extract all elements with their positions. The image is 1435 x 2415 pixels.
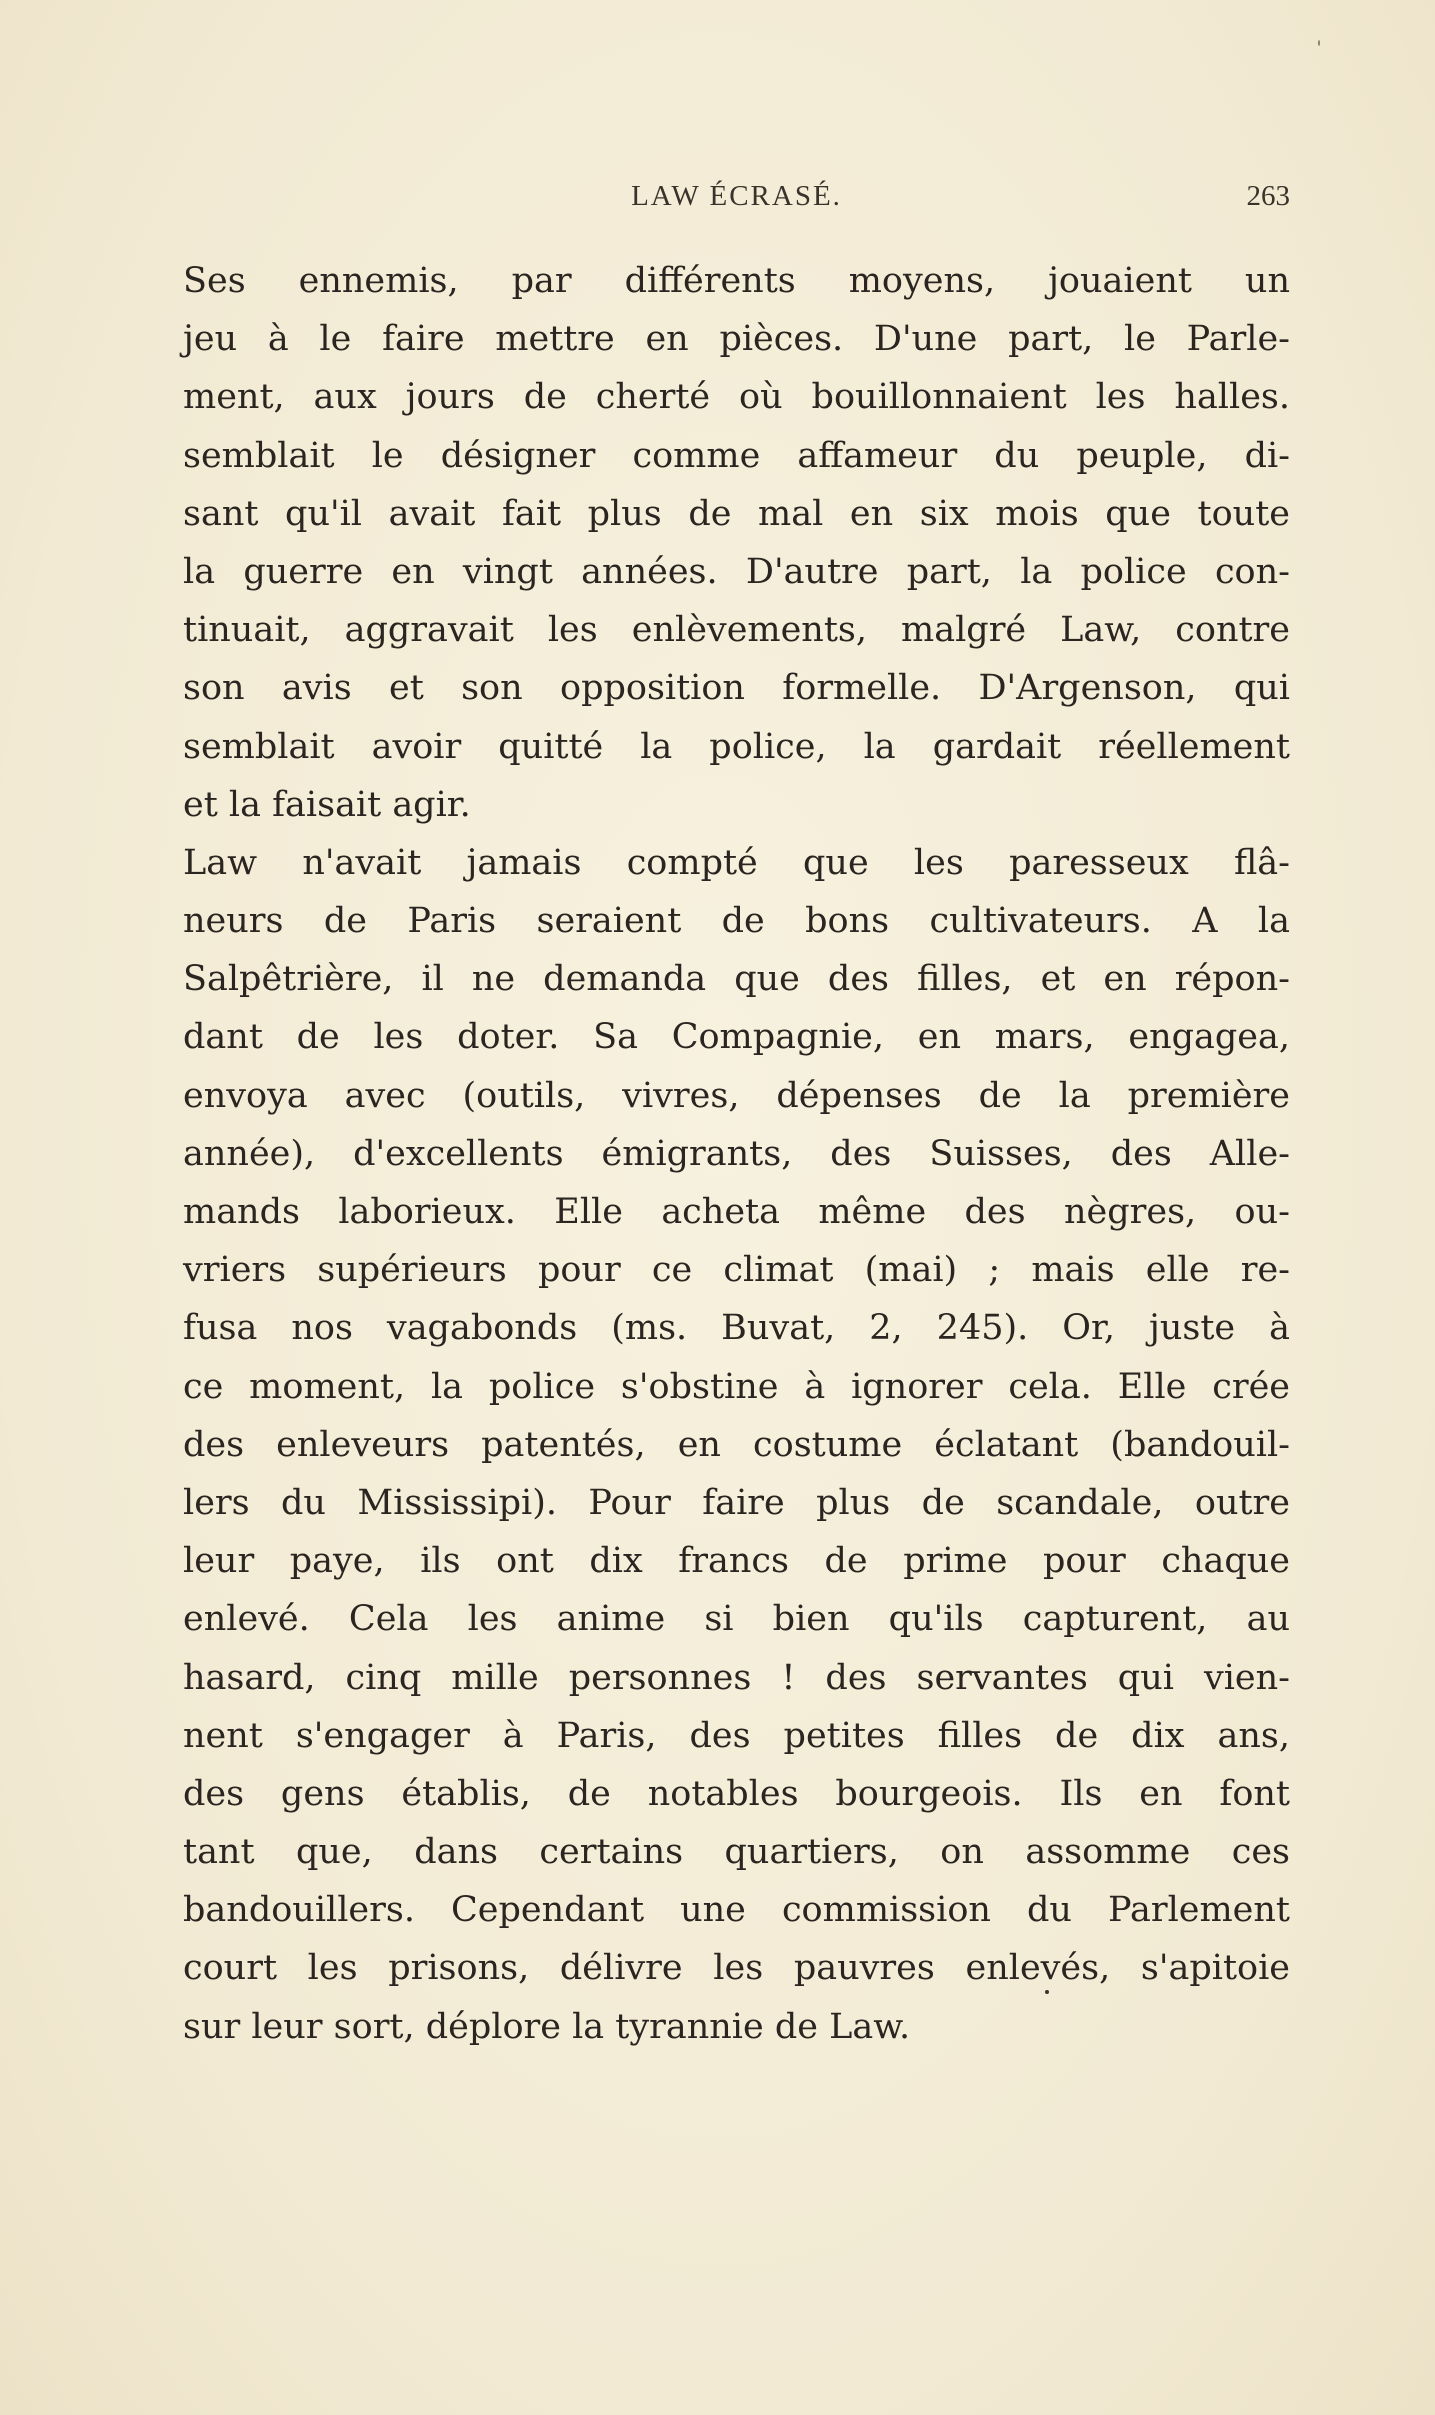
text-line: fusa nos vagabonds (ms. Buvat, 2, 245). Or, juste à <box>183 1308 1290 1349</box>
text-line: enlevé. Cela les anime si bien qu'ils capturent, au <box>183 1599 1290 1640</box>
text-line: sur leur sort, déplore la tyrannie de Law. <box>183 2006 911 2047</box>
ink-speck <box>1045 1990 1049 1994</box>
text-line: dant de les doter. Sa Compagnie, en mars, engagea, <box>183 1017 1290 1058</box>
body-text <box>183 252 1290 2056</box>
text-line: année), d'excellents émigrants, des Suisses, des Alle- <box>183 1133 1290 1174</box>
text-line: vriers supérieurs pour ce climat (mai) ; mais elle re- <box>183 1250 1290 1291</box>
text-line: hasard, cinq mille personnes ! des servantes qui vien- <box>183 1657 1290 1698</box>
text-line: sant qu'il avait fait plus de mal en six mois que toute <box>183 493 1290 534</box>
text-line: mands laborieux. Elle acheta même des nègres, ou- <box>183 1192 1290 1232</box>
text-line: et la faisait agir. <box>183 784 471 825</box>
text-line: Law n'avait jamais compté que les paresseux flâ- <box>183 842 1290 883</box>
text-line: son avis et son opposition formelle. D'Argenson, qui <box>183 668 1290 709</box>
ink-speck <box>1318 40 1320 46</box>
text-line: tinuait, aggravait les enlèvements, malgré Law, contre <box>183 610 1290 651</box>
text-line: tant que, dans certains quartiers, on assomme ces <box>183 1832 1290 1873</box>
text-line: des enleveurs patentés, en costume éclatant (bandouil- <box>183 1424 1290 1465</box>
text-line: Ses ennemis, par différents moyens, jouaient un <box>183 261 1290 301</box>
text-line: neurs de Paris seraient de bons cultivateurs. A la <box>183 901 1290 942</box>
text-line: nent s'engager à Paris, des petites filles de dix ans, <box>183 1715 1290 1756</box>
text-line: envoya avec (outils, vivres, dépenses de la première <box>183 1075 1290 1116</box>
running-title: LAW ÉCRASÉ. <box>631 180 842 212</box>
text-line: ce moment, la police s'obstine à ignorer cela. Elle crée <box>183 1366 1290 1407</box>
text-line: lers du Mississipi). Pour faire plus de scandale, outre <box>183 1482 1290 1523</box>
text-line: leur paye, ils ont dix francs de prime pour chaque <box>183 1541 1290 1582</box>
text-line: court les prisons, délivre les pauvres enlevés, s'apitoie <box>183 1948 1290 1989</box>
text-line: semblait le désigner comme affameur du peuple, di- <box>183 435 1290 476</box>
text-line: ment, aux jours de cherté où bouillonnaient les halles. <box>183 377 1290 418</box>
text-line: jeu à le faire mettre en pièces. D'une part, le Parle- <box>183 319 1290 360</box>
text-line: la guerre en vingt années. D'autre part, la police con- <box>183 551 1290 592</box>
text-line: Salpêtrière, il ne demanda que des filles, et en répon- <box>183 959 1290 1000</box>
text-line: semblait avoir quitté la police, la gardait réellement <box>183 726 1290 767</box>
text-line: bandouillers. Cependant une commission du Parlement <box>183 1890 1290 1931</box>
page-number: 263 <box>1246 180 1290 212</box>
running-head <box>183 180 1290 220</box>
text-line: des gens établis, de notables bourgeois. Ils en font <box>183 1773 1290 1814</box>
